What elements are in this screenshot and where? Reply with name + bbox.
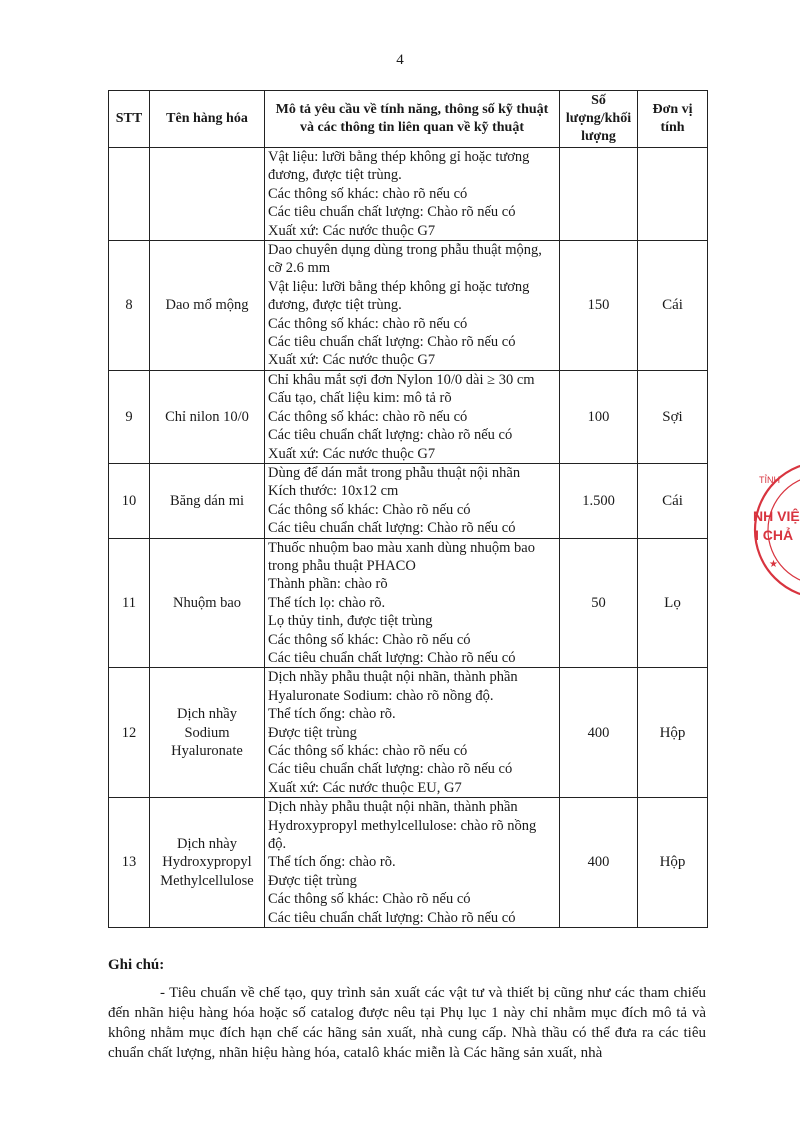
specification-table (108, 90, 708, 928)
description-line: Cấu tạo, chất liệu kim: mô tả rõ (268, 390, 452, 407)
stamp-star-icon: ★ (769, 559, 778, 570)
notes-title: Ghi chú: (108, 957, 165, 973)
description-line: Các tiêu chuẩn chất lượng: Chào rõ nếu có (268, 334, 516, 351)
description-line: Lọ thủy tinh, được tiệt trùng (268, 613, 433, 630)
cell-quantity: 1.500 (560, 463, 638, 538)
description-line: Thể tích ống: chào rõ. (268, 706, 396, 723)
description-line: Các tiêu chuẩn chất lượng: Chào rõ nếu có (268, 909, 516, 926)
description-line: Các tiêu chuẩn chất lượng: Chào rõ nếu có (268, 649, 516, 666)
header-name: Tên hàng hóa (150, 91, 265, 148)
description-line: Xuất xứ: Các nước thuộc G7 (268, 445, 436, 462)
cell-quantity: 400 (560, 668, 638, 798)
table-row (109, 463, 708, 538)
header-quantity: Số lượng/khối lượng (560, 91, 638, 148)
description-line: Thành phần: chào rõ (268, 576, 388, 593)
cell-stt: 13 (109, 798, 150, 928)
cell-name (150, 148, 265, 241)
cell-stt: 8 (109, 241, 150, 371)
cell-unit: Sợi (638, 370, 708, 463)
description-line: Các tiêu chuẩn chất lượng: chào rõ nếu có (268, 761, 513, 778)
stamp-line-2: I CHẢ (755, 527, 794, 543)
description-line: Các thông số khác: chào rõ nếu có (268, 743, 468, 759)
cell-description (265, 241, 560, 371)
table-header-row (109, 91, 708, 148)
description-line: Thể tích lọ: chào rõ. (268, 594, 386, 611)
header-description: Mô tả yêu cầu về tính năng, thông số kỹ thuật và các thông tin liên quan về kỹ thuật (265, 91, 560, 148)
cell-quantity: 150 (560, 241, 638, 371)
description-line: Xuất xứ: Các nước thuộc G7 (268, 222, 436, 239)
description-line: Các thông số khác: chào rõ nếu có (268, 185, 468, 202)
cell-stt: 9 (109, 370, 150, 463)
cell-description (265, 148, 560, 241)
description-line: Chỉ khâu mắt sợi đơn Nylon 10/0 dài ≥ 30 cm (268, 371, 535, 388)
description-line: Được tiệt trùng (268, 872, 357, 889)
cell-name: Dịch nhày Hydroxypropyl Methylcellulose (150, 798, 265, 928)
notes-paragraph: - Tiêu chuẩn về chế tạo, quy trình sản xuất các vật tư và thiết bị cũng như các tham chiếu đến nhãn hiệu hàng hóa hoặc số catalog được nêu tại Phụ lục 1 này chỉ nhằm mục đích mô tả và không nhằm mục đích hạn chế các hãng sản xuất, nhà cung cấp. Nhà thầu có thể đưa ra các tiêu chuẩn chất lượng, nhãn hiệu hàng hóa, catalô khác miễn là Các hãng sản xuất, nhà (108, 985, 706, 1061)
description-line: Vật liệu: lưỡi bằng thép không gỉ hoặc tương đương, được tiệt trùng. (268, 278, 530, 314)
cell-stt: 10 (109, 463, 150, 538)
cell-description (265, 463, 560, 538)
cell-quantity: 100 (560, 370, 638, 463)
cell-unit: Cái (638, 241, 708, 371)
cell-unit: Hộp (638, 668, 708, 798)
page-number: 4 (396, 52, 404, 68)
cell-description (265, 538, 560, 668)
description-line: Dịch nhày phẫu thuật nội nhãn, thành phần Hydroxypropyl methylcellulose: chào rõ nồng độ. (268, 799, 537, 853)
description-line: Thể tích ống: chào rõ. (268, 854, 396, 871)
description-line: Thuốc nhuộm bao màu xanh dùng nhuộm bao trong phẫu thuật PHACO (268, 539, 535, 574)
cell-description (265, 370, 560, 463)
description-line: Xuất xứ: Các nước thuộc EU, G7 (268, 779, 462, 796)
cell-stt (109, 148, 150, 241)
header-stt: STT (109, 91, 150, 148)
cell-quantity: 400 (560, 798, 638, 928)
cell-unit (638, 148, 708, 241)
stamp-line-1: NH VIỆ (753, 508, 800, 524)
description-line: Kích thước: 10x12 cm (268, 483, 399, 500)
cell-name: Dao mổ mộng (150, 241, 265, 371)
description-line: Dao chuyên dụng dùng trong phẫu thuật mộng, cỡ 2.6 mm (268, 242, 542, 277)
cell-name: Dịch nhầy Sodium Hyaluronate (150, 668, 265, 798)
table-row (109, 538, 708, 668)
cell-quantity: 50 (560, 538, 638, 668)
description-line: Các thông số khác: Chào rõ nếu có (268, 501, 471, 518)
cell-unit: Hộp (638, 798, 708, 928)
notes-body (108, 983, 706, 1063)
description-line: Xuất xứ: Các nước thuộc G7 (268, 352, 436, 369)
table-row-continuation (109, 148, 708, 241)
header-unit: Đơn vị tính (638, 91, 708, 148)
cell-description (265, 668, 560, 798)
description-line: Dùng để dán mắt trong phẫu thuật nội nhãn (268, 464, 521, 481)
stamp-top-text: TỈNH (759, 475, 780, 485)
cell-stt: 11 (109, 538, 150, 668)
description-line: Các tiêu chuẩn chất lượng: Chào rõ nếu có (268, 520, 516, 537)
table-row (109, 668, 708, 798)
description-line: Các thông số khác: Chào rõ nếu có (268, 631, 471, 648)
table-body (109, 148, 708, 928)
cell-name: Nhuộm bao (150, 538, 265, 668)
description-line: Các tiêu chuẩn chất lượng: Chào rõ nếu có (268, 204, 516, 221)
description-line: Các thông số khác: chào rõ nếu có (268, 315, 468, 332)
cell-stt: 12 (109, 668, 150, 798)
cell-name: Chỉ nilon 10/0 (150, 370, 265, 463)
table-row (109, 241, 708, 371)
cell-quantity (560, 148, 638, 241)
cell-unit: Lọ (638, 538, 708, 668)
description-line: Các thông số khác: Chào rõ nếu có (268, 891, 471, 908)
description-line: Dịch nhầy phẫu thuật nội nhãn, thành phần Hyaluronate Sodium: chào rõ nồng độ. (268, 669, 518, 704)
cell-name: Băng dán mi (150, 463, 265, 538)
cell-unit: Cái (638, 463, 708, 538)
table-row (109, 370, 708, 463)
description-line: Các tiêu chuẩn chất lượng: chào rõ nếu có (268, 427, 513, 444)
official-stamp (745, 455, 800, 605)
description-line: Các thông số khác: chào rõ nếu có (268, 408, 468, 425)
description-line: Vật liệu: lưỡi bằng thép không gỉ hoặc tương đương, được tiệt trùng. (268, 149, 530, 184)
cell-description (265, 798, 560, 928)
description-line: Được tiệt trùng (268, 724, 357, 741)
table-row (109, 798, 708, 928)
